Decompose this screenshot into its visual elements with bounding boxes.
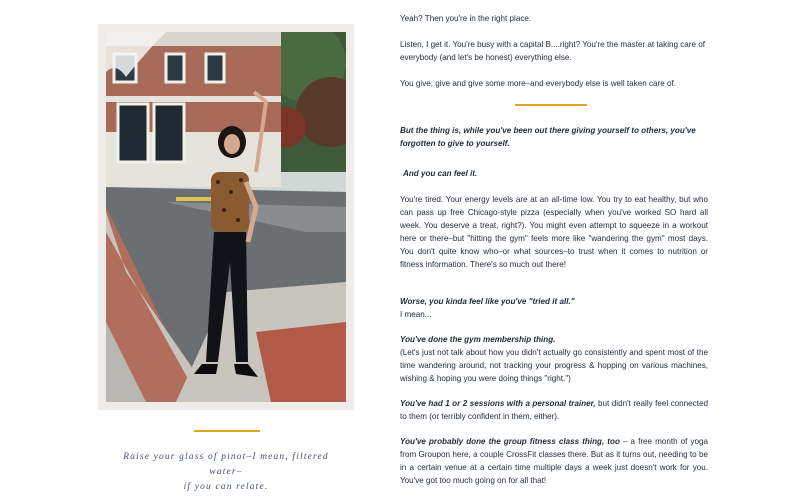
divider-left [194,430,260,432]
group-fitness-paragraph [400,435,708,487]
caption-line-1: Raise your glass of pinot–I mean, filtered water– [123,452,329,477]
hero-photo [106,32,346,402]
trainer-paragraph [400,397,708,423]
worse-statement: Worse, you kinda feel like you've "tried it all." [400,297,575,306]
intro-paragraph-2: Listen, I get it. You're busy with a capital B....right? You're the master at taking care of everybody (and let's be honest) everything else. [400,40,705,62]
intro-paragraph-3: You give, give and give some more–and everybody else is well taken care of. [400,79,676,88]
trainer-emphasis: You've had 1 or 2 sessions with a personal trainer, [400,399,596,408]
photo-frame [98,24,354,410]
feel-it-statement: And you can feel it. [403,169,478,178]
photo-caption [108,450,344,495]
group-fitness-emphasis: You've probably done the group fitness class thing, too [400,437,620,446]
i-mean-line: I mean... [400,310,432,319]
group-fitness-text: – a free month of yoga from Groupon here, a couple CrossFit classes there. But as it turns out, needing to be in a certain venue at a certain time multiple days a week just doesn't work for you. You've got too much going on for all that! [400,437,708,485]
thing-is-statement: But the thing is, while you've been out there giving yourself to others, you've forgotten to give to yourself. [400,126,696,148]
intro-line-1: Yeah? Then you're in the right place. [400,14,532,23]
gym-membership-heading: You've done the gym membership thing. [400,335,556,344]
tired-paragraph: You're tired. Your energy levels are at an all-time low. You try to eat healthy, but who can pass up free Chicago-style pizza (especially when you've worked SO hard all week. You deserve a treat, right?). You might even attempt to squeeze in a workout here or there–but "hitting the gym" feels more like "wandering the gym" most days. You don't quite know who–or what sources–to trust when it comes to nutrition or fitness information. There's so much out there! [400,195,708,269]
divider-right [515,104,587,106]
trainer-text: but didn't really feel connected to them (or terribly confident in them, either). [400,399,708,421]
gym-membership-text: (Let's just not talk about how you didn't actually go consistently and spent most of the time wandering around, not tracking your progress & hopping on various machines, wishing & hoping you were doing things "right.") [400,348,708,383]
caption-line-2: if you can relate. [183,482,269,492]
gym-membership-block [400,333,708,385]
